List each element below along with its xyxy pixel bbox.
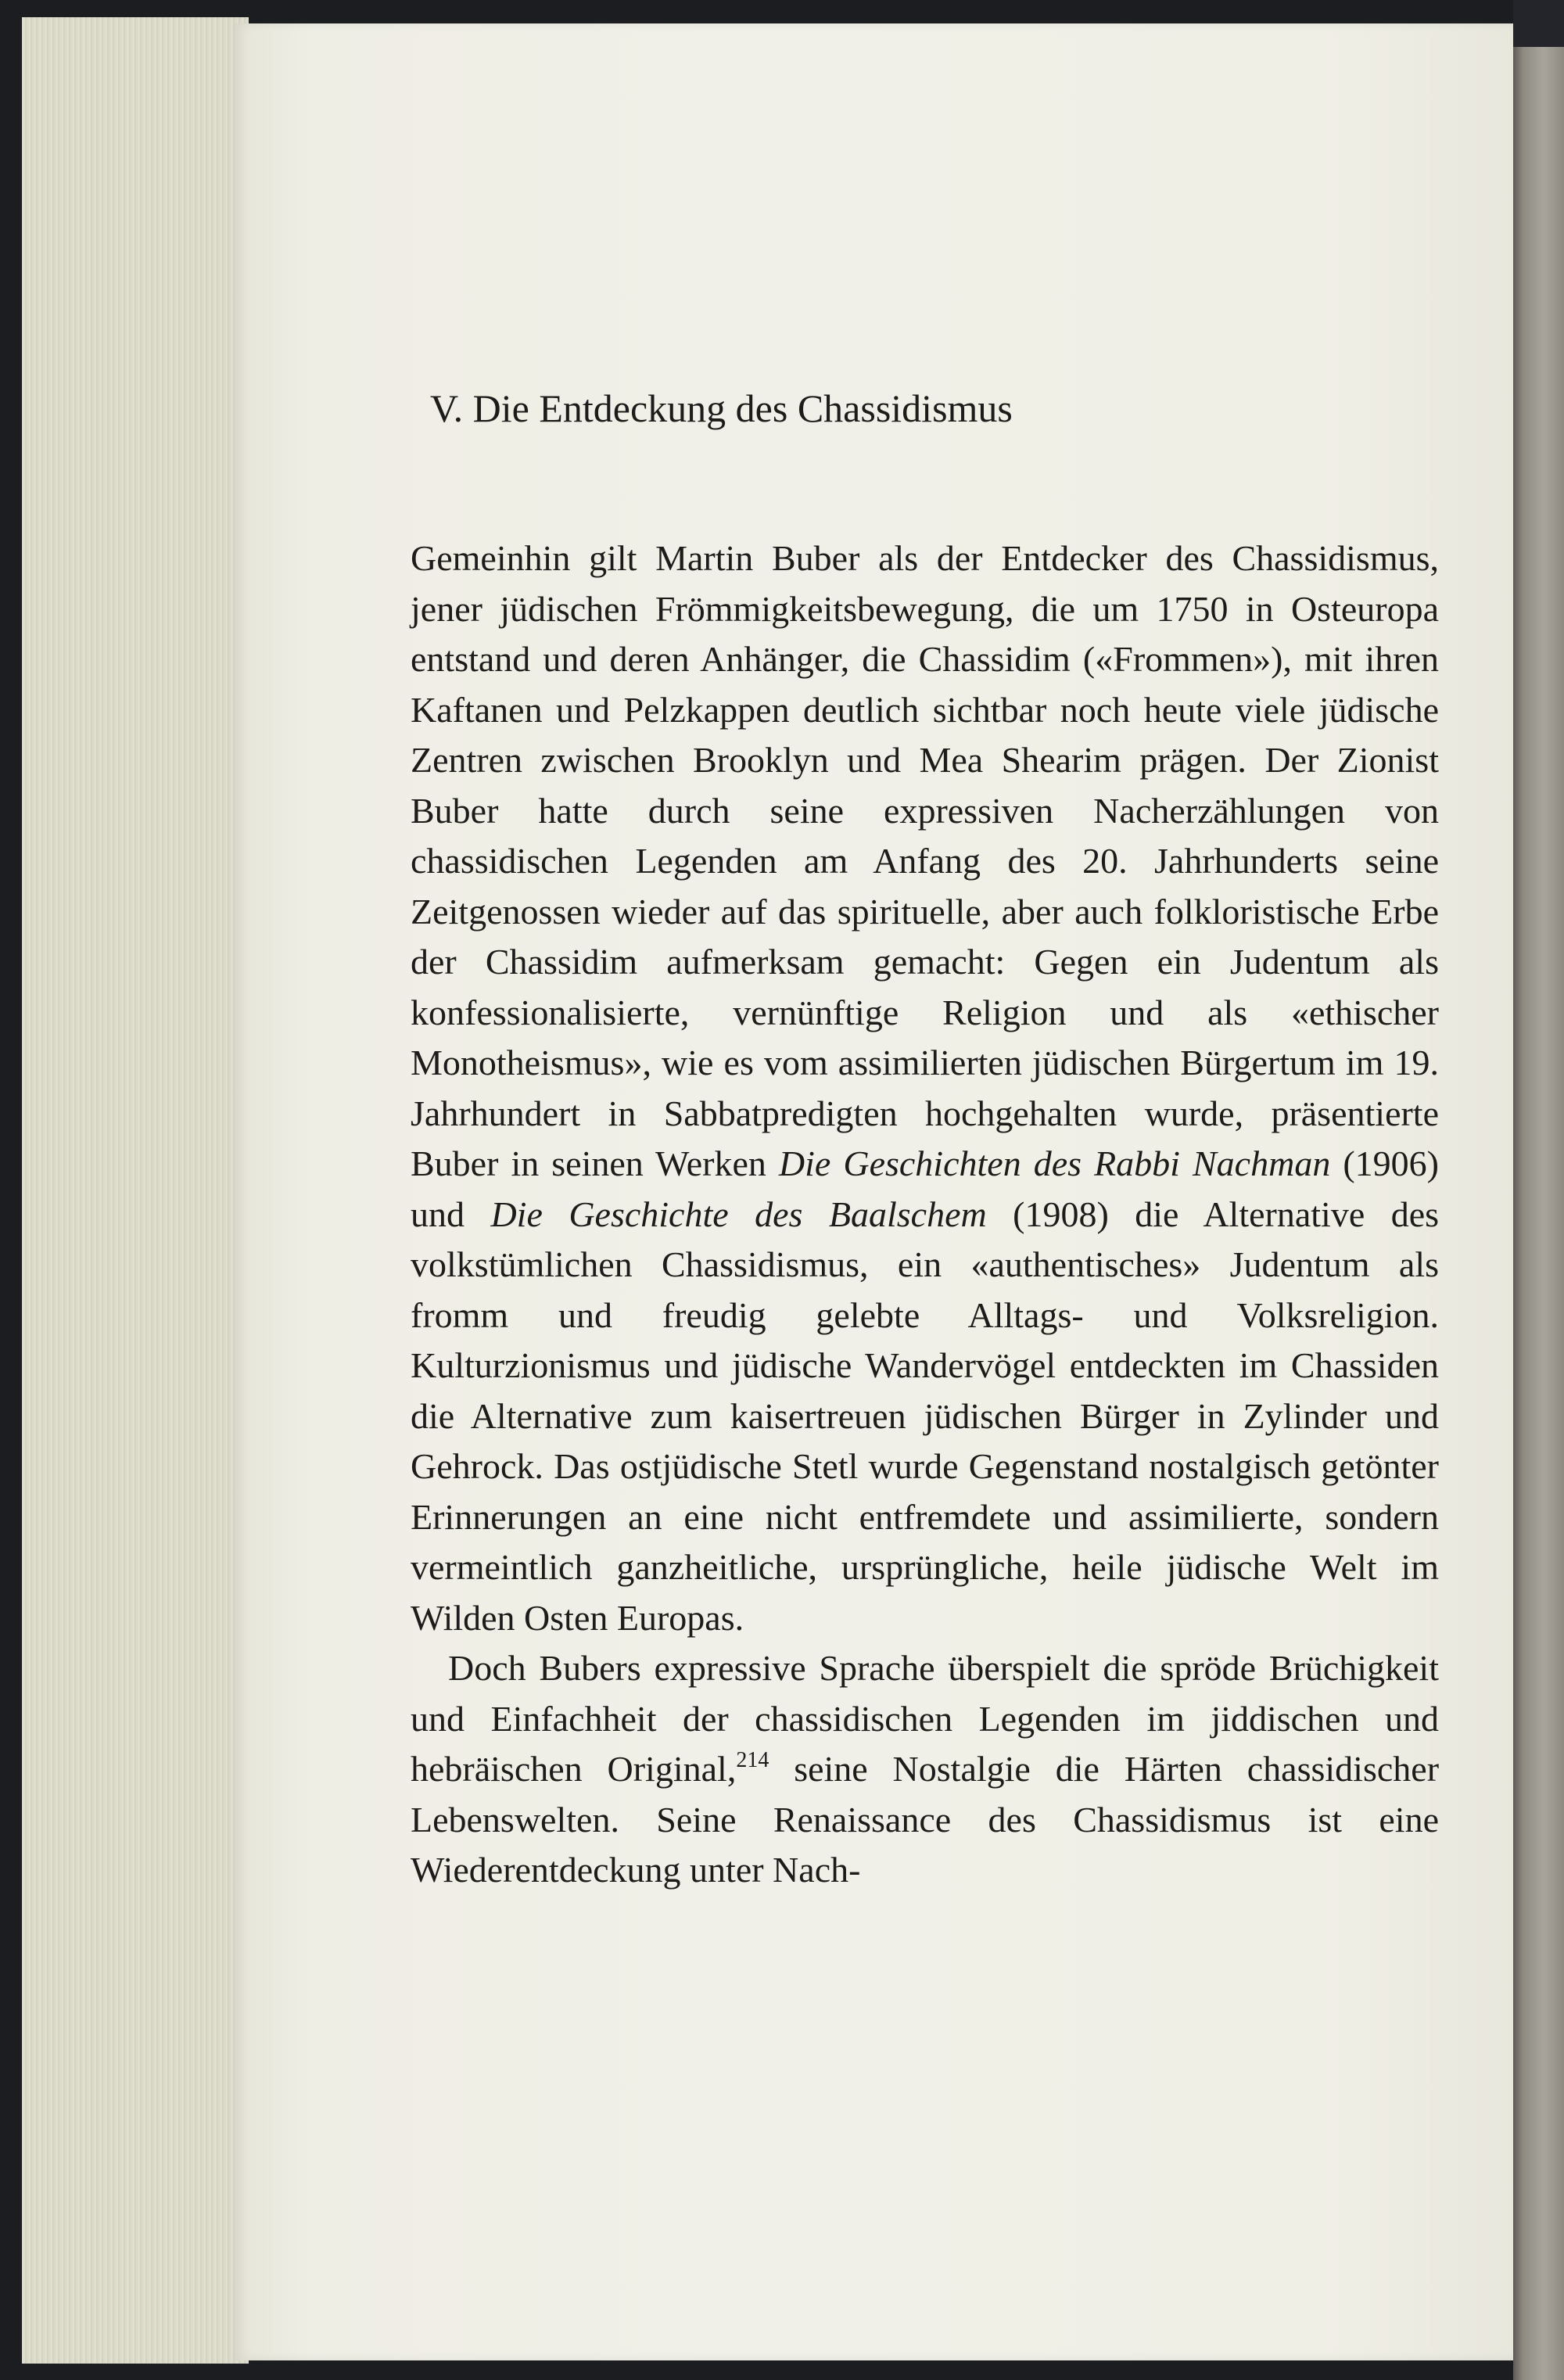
paragraph-2-text-a: Doch Bubers expressive Sprache überspielt die spröde Brüchigkeit und Einfachheit der chassidischen Legenden im jiddischen und hebräischen Original, [411, 1648, 1439, 1789]
paragraph-1-text-b: (1906) und [411, 1143, 1439, 1234]
page-block-edge [22, 17, 249, 2364]
chapter-title: V. Die Entdeckung des Chassidismus [430, 386, 1013, 430]
paragraph-2 [411, 1643, 1439, 1896]
paragraph-1-text-c: (1908) die Alternative des volkstümlichen Chassidismus, ein «authentisches» Judentum als fromm und freudig gelebte Alltags- und Volksreligion. Kulturzionismus und jüdische Wandervögel entdeckten im Chassiden die Alternative zum kaisertreuen jüdischen Bürger in Zylinder und Gehrock. Das ostjüdische Stetl wurde Gegenstand nostalgisch getönter Erinnerungen an eine nicht entfremdete und assimilierte, sondern vermeintlich ganzheitliche, ursprüngliche, heile jüdische Welt im Wilden Osten Europas. [411, 1194, 1440, 1638]
background-corner [1513, 0, 1564, 47]
paragraph-1-text-a: Gemeinhin gilt Martin Buber als der Entdecker des Chassidismus, jener jüdischen Frömmigkeitsbewegung, die um 1750 in Osteuropa entstand und deren Anhänger, die Chassidim («Frommen»), mit ihren Kaftanen und Pelzkappen deutlich sichtbar noch heute viele jüdische Zentren zwischen Brooklyn und Mea Shearim prägen. Der Zionist Buber hatte durch seine expressiven Nacherzählungen von chassidischen Legenden am Anfang des 20. Jahrhunderts seine Zeitgenossen wieder auf das spirituelle, aber auch folkloristische Erbe der Chassidim aufmerksam gemacht: Gegen ein Judentum als konfessionalisierte, vernünftige Religion und als «ethischer Monotheismus», wie es vom assimilierten jüdischen Bürgertum im 19. Jahrhundert in Sabbatpredigten hochgehalten wurde, präsentierte Buber in seinen Werken [411, 538, 1439, 1183]
book-title-rabbi-nachman: Die Geschichten des Rabbi Nachman [778, 1143, 1331, 1183]
paragraph-2-text-b: seine Nostalgie die Härten chassidischer Lebenswelten. Seine Renaissance des Chassidismus ist eine Wiederentdeckung unter Nach- [411, 1749, 1440, 1890]
paragraph-1 [411, 533, 1439, 1643]
book-title-baalschem: Die Geschichte des Baalschem [490, 1194, 987, 1234]
footnote-marker: 214 [736, 1748, 769, 1772]
page-text [411, 383, 1439, 1896]
book-cover-edge [1513, 31, 1564, 2380]
